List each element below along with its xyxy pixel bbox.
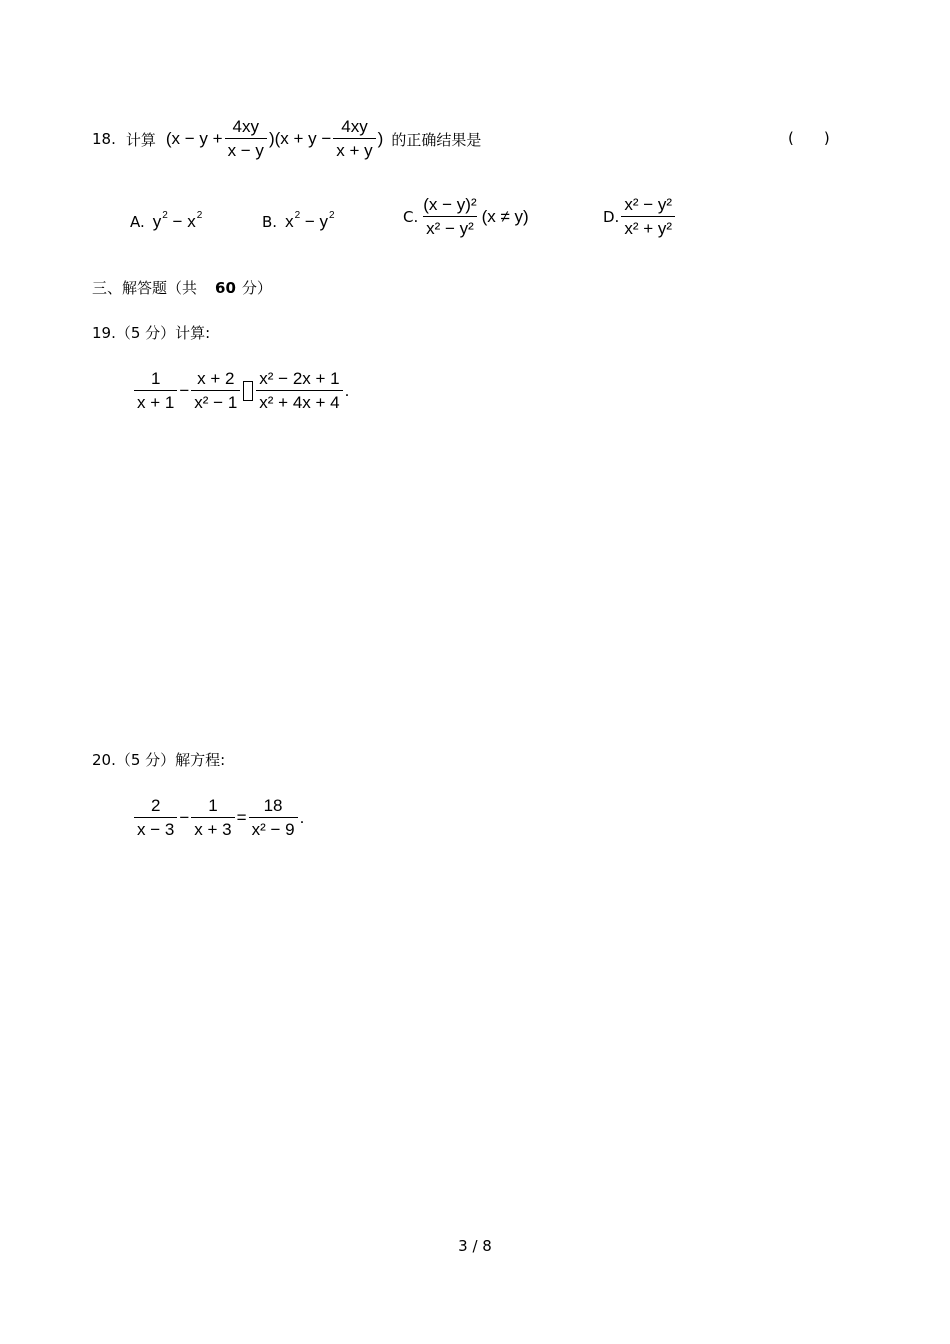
option-d-fraction [621,196,675,238]
q18-option-c [403,196,529,238]
q20-f3-denominator: x² − 9 [249,817,298,839]
q20-f3-numerator: 18 [263,796,283,815]
q18-fraction-2 [333,118,375,160]
section-3-suffix: 分） [241,279,272,297]
q19-fraction-3 [256,370,342,412]
q18-frac2-denominator: x + y [333,138,375,160]
q18-number: 18. [92,130,116,148]
option-c-label: C. [403,208,419,226]
q18-answer-bracket: ( ) [788,129,830,147]
q19-operator: − [179,381,190,400]
option-a-expr: $y^2 - x^2$ [152,210,203,231]
q20-fraction-3 [249,797,298,839]
q20-f1-numerator: 2 [150,796,161,815]
q18-frac1-numerator: 4xy [232,117,259,136]
q20-operator: − [179,808,190,827]
option-c-denominator: x² − y² [423,216,477,238]
option-a-label: A. [130,213,145,231]
section-3-heading [92,277,272,298]
q18-fraction-1 [225,118,267,160]
q20-fraction-2 [191,797,234,839]
q20-f2-numerator: 1 [208,796,218,815]
q19-fraction-1 [134,370,177,412]
q18-option-d [603,196,677,238]
page-number: 3 / 8 [458,1237,492,1255]
q19-end-period: . [344,381,350,400]
q20-header: 20.（5 分）解方程: [92,751,226,769]
option-d-numerator: x² − y² [624,195,673,214]
q20-f2-denominator: x + 3 [191,817,234,839]
q18-option-b [262,212,335,232]
option-b-expr: $x^2 - y^2$ [285,210,335,231]
option-c-fraction [420,196,479,238]
missing-operator-box-icon [243,381,253,401]
q19-f2-denominator: x² − 1 [191,390,240,412]
q18-frac2-numerator: 4xy [341,117,368,136]
section-3-points: 60 [215,278,236,297]
option-c-condition: (x ≠ y) [481,207,529,226]
q19-fraction-2 [191,370,240,412]
section-3-title: 三、解答题（共 [92,279,198,297]
q18-expr-part3: ) [377,129,384,148]
q18-stem [92,118,481,160]
q18-stem-prefix: 计算 [125,130,156,149]
option-d-label: D. [603,208,620,226]
option-b-label: B. [262,213,278,231]
q19-f3-numerator: x² − 2x + 1 [259,369,340,388]
option-c-numerator: (x − y)² [423,195,477,214]
q19-header: 19.（5 分）计算: [92,324,211,342]
q20-equals: = [236,808,247,827]
q20-fraction-1 [134,797,177,839]
q19-f1-numerator: 1 [150,369,161,388]
q19-expression [132,370,349,412]
q20-f1-denominator: x − 3 [134,817,177,839]
q18-expr-part2: )(x + y − [268,129,332,148]
q20-equation [132,797,304,839]
q18-expr-part1: (x − y + [165,129,223,148]
q20-end-period: . [299,808,305,827]
q19-f2-numerator: x + 2 [197,369,235,388]
option-d-denominator: x² + y² [621,216,675,238]
q18-stem-suffix: 的正确结果是 [391,130,482,149]
q19-f1-denominator: x + 1 [134,390,177,412]
q18-option-a [130,212,202,232]
q19-f3-denominator: x² + 4x + 4 [256,390,342,412]
q18-frac1-denominator: x − y [225,138,267,160]
